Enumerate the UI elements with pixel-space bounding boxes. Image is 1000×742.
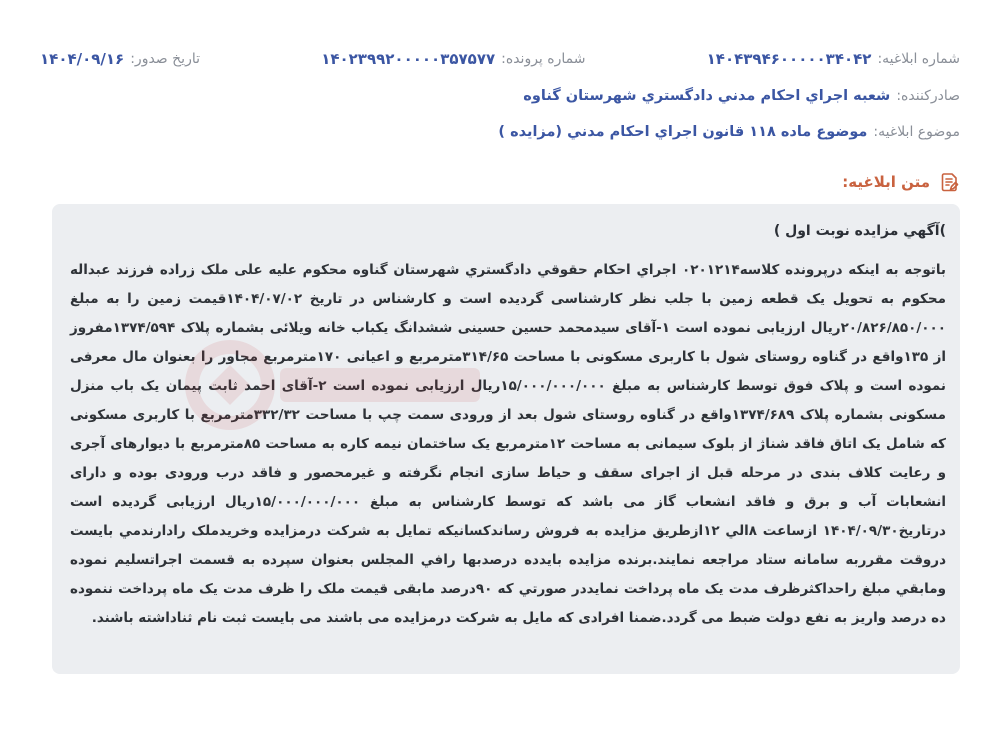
subject-value: موضوع ماده ۱۱۸ قانون اجراي احكام مدني (مزايده )	[498, 124, 868, 140]
issuer-label: صادرکننده:	[896, 88, 960, 104]
subject-row	[40, 120, 960, 144]
notice-text-heading	[842, 171, 960, 193]
document-edit-icon	[938, 171, 960, 193]
notice-text-heading-label: متن ابلاغیه:	[842, 173, 930, 191]
issuer-row	[40, 84, 960, 108]
notice-content-box	[52, 204, 960, 674]
issue-date-value: ۱۴۰۴/۰۹/۱۶	[40, 50, 125, 68]
notice-number	[707, 50, 960, 68]
issue-date	[40, 50, 200, 68]
notice-number-label: شماره ابلاغیه:	[877, 51, 960, 67]
issue-date-label: تاریخ صدور:	[130, 51, 200, 67]
case-number-value: ۱۴۰۲۳۹۹۲۰۰۰۰۰۳۵۷۵۷۷	[321, 50, 496, 68]
subject-label: موضوع ابلاغیه:	[873, 124, 960, 140]
notice-number-value: ۱۴۰۴۳۹۴۶۰۰۰۰۰۳۴۰۴۲	[706, 50, 872, 68]
notice-title: )آگهي مزايده نوبت اول )	[773, 223, 946, 239]
meta-row-numbers	[40, 48, 960, 70]
notice-body: باتوجه به اينكه درپرونده كلاسه۰۲۰۱۲۱۴ اجراي احكام حقوقي دادگستري شهرستان گناوه محكوم عليه علی ملک زراده فرزند عبداله محكوم به تحويل يک قطعه زمين با جلب نظر كارشناسی گرديده است و كارشناس در تاريخ ۱۴۰۴/۰۷/۰۲قيمت زمين را به مبلغ ۲۰/۸۲۶/۸۵۰/۰۰۰ريال ارزيابی نموده است ۱-آقای سيدمحمد حسين حسينی ششدانگ يكباب خانه ويلائی بشماره پلاک ۱۳۷۴/۵۹۴مفروز از ۱۳۵واقع در گناوه روستای شول با كاربری مسكونی با مساحت ۳۱۴/۶۵مترمربع و اعيانی ۱۷۰مترمربع مجاور را بعنوان مال معرفی نموده است و پلاک فوق توسط كارشناس به مبلغ ۱۵/۰۰۰/۰۰۰/۰۰۰ريال ارزيابی نموده است ۲-آقای احمد ثابت پيمان يک باب منزل مسكونی بشماره پلاک ۱۳۷۴/۶۸۹واقع در گناوه روستای شول بعد از ورودی سمت چپ با مساحت ۳۳۲/۳۲مترمربع با كاربری مسكونی كه شامل يک اتاق فاقد شناژ از بلوک سيمانی به مساحت ۱۲مترمربع يک ساختمان نيمه كاره به مساحت ۸۵مترمربع با ديوارهای آجری و رعايت كلاف بندی در مرحله قبل از اجرای سقف و حياط سازی انجام نگرفته و غيرمحصور و فاقد درب ورودی بوده و دارای انشعابات آب و برق و فاقد انشعاب گاز می باشد كه توسط كارشناس به مبلغ ۱۵/۰۰۰/۰۰۰/۰۰۰ريال ارزيابی گرديده است درتاريخ۱۴۰۴/۰۹/۳۰ ازساعت ۸الي ۱۲ازطريق مزايده به فروش رساندكسانيكه تمايل به شركت درمزايده وخريدملک رادارندمي بايست دروقت مقرربه سامانه ستاد مراجعه نمايند.برنده مزايده بايدده درصدبها رافي المجلس بعنوان سپرده به قسمت اجراتسليم نموده ومابقي مبلغ راحداكثرظرف مدت يک ماه پرداخت نمايددر صورتي كه ۹۰درصد مابقی قيمت ملک را ظرف مدت يک ماه پرداخت ننموده ده درصد واريز به نفع دولت ضبط می گردد.ضمنا افرادی كه مايل به شركت درمزايده می باشند می بايست ثبت نام ثناداشته باشند.	[70, 262, 946, 626]
issuer-value: شعبه اجراي احكام مدني دادگستري شهرستان گناوه	[523, 88, 891, 104]
case-number	[321, 50, 585, 68]
case-number-label: شماره پرونده:	[501, 51, 586, 67]
